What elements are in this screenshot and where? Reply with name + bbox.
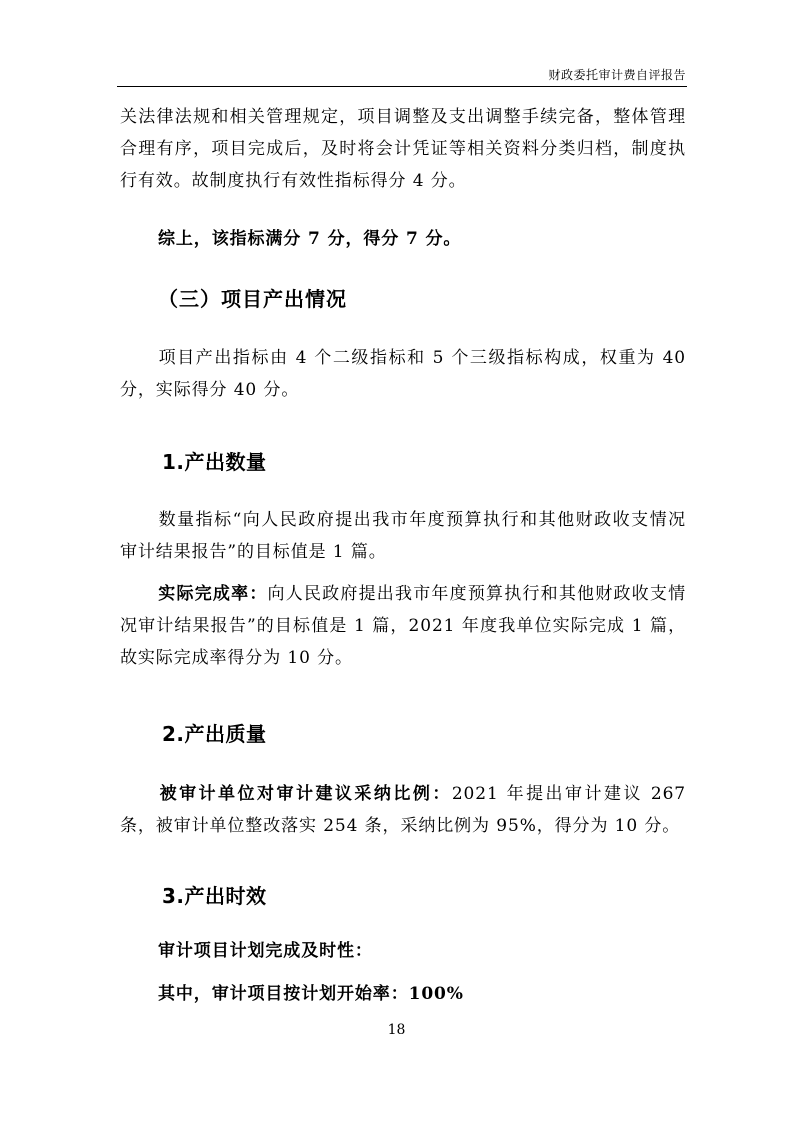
paragraph-output-overview [120,342,686,406]
paragraph-adoption-ratio [120,778,686,842]
paragraph-actual-completion-rate [120,578,686,674]
paragraph-start-rate [120,978,686,1010]
subheading-output-quality: 2.产出质量 [162,722,267,746]
adoption-ratio-text: 2021 年提出审计建议 267 条，被审计单位整改落实 254 条，采纳比例为 95%，得分为 10 分。 [120,784,687,836]
start-rate-label: 其中，审计项目按计划开始率：100% [158,984,464,1004]
running-header: 财政委托审计费自评报告 [548,68,686,82]
paragraph-system-execution: 关法律法规和相关管理规定，项目调整及支出调整手续完备，整体管理合理有序，项目完成后，及时将会计凭证等相关资料分类归档，制度执行有效。故制度执行有效性指标得分 4 分。 [120,107,686,191]
completion-rate-text: 向人民政府提出我市年度预算执行和其他财政收支情况审计结果报告”的目标值是 1 篇，2021 年度我单位实际完成 1 篇，故实际完成率得分为 10 分。 [120,584,686,668]
timeliness-label: 审计项目计划完成及时性： [158,941,373,961]
summary-text: 综上，该指标满分 7 分，得分 7 分。 [158,229,462,249]
page-number: 18 [387,1022,406,1038]
paragraph-quantity-indicator [120,504,686,568]
completion-rate-label: 实际完成率： [158,584,268,604]
section-heading-output: （三）项目产出情况 [158,287,347,311]
quantity-indicator-text: 数量指标“向人民政府提出我市年度预算执行和其他财政收支情况审计结果报告”的目标值是 1 篇。 [120,510,686,562]
adoption-ratio-label: 被审计单位对审计建议采纳比例： [158,784,452,804]
output-overview-text: 项目产出指标由 4 个二级指标和 5 个三级指标构成，权重为 40 分，实际得分 40 分。 [120,348,686,400]
header-divider [117,86,687,87]
subheading-output-quantity: 1.产出数量 [162,450,267,474]
subheading-output-timeliness: 3.产出时效 [162,884,267,908]
summary-paragraph [120,223,686,255]
paragraph-timeliness-title [120,935,686,967]
